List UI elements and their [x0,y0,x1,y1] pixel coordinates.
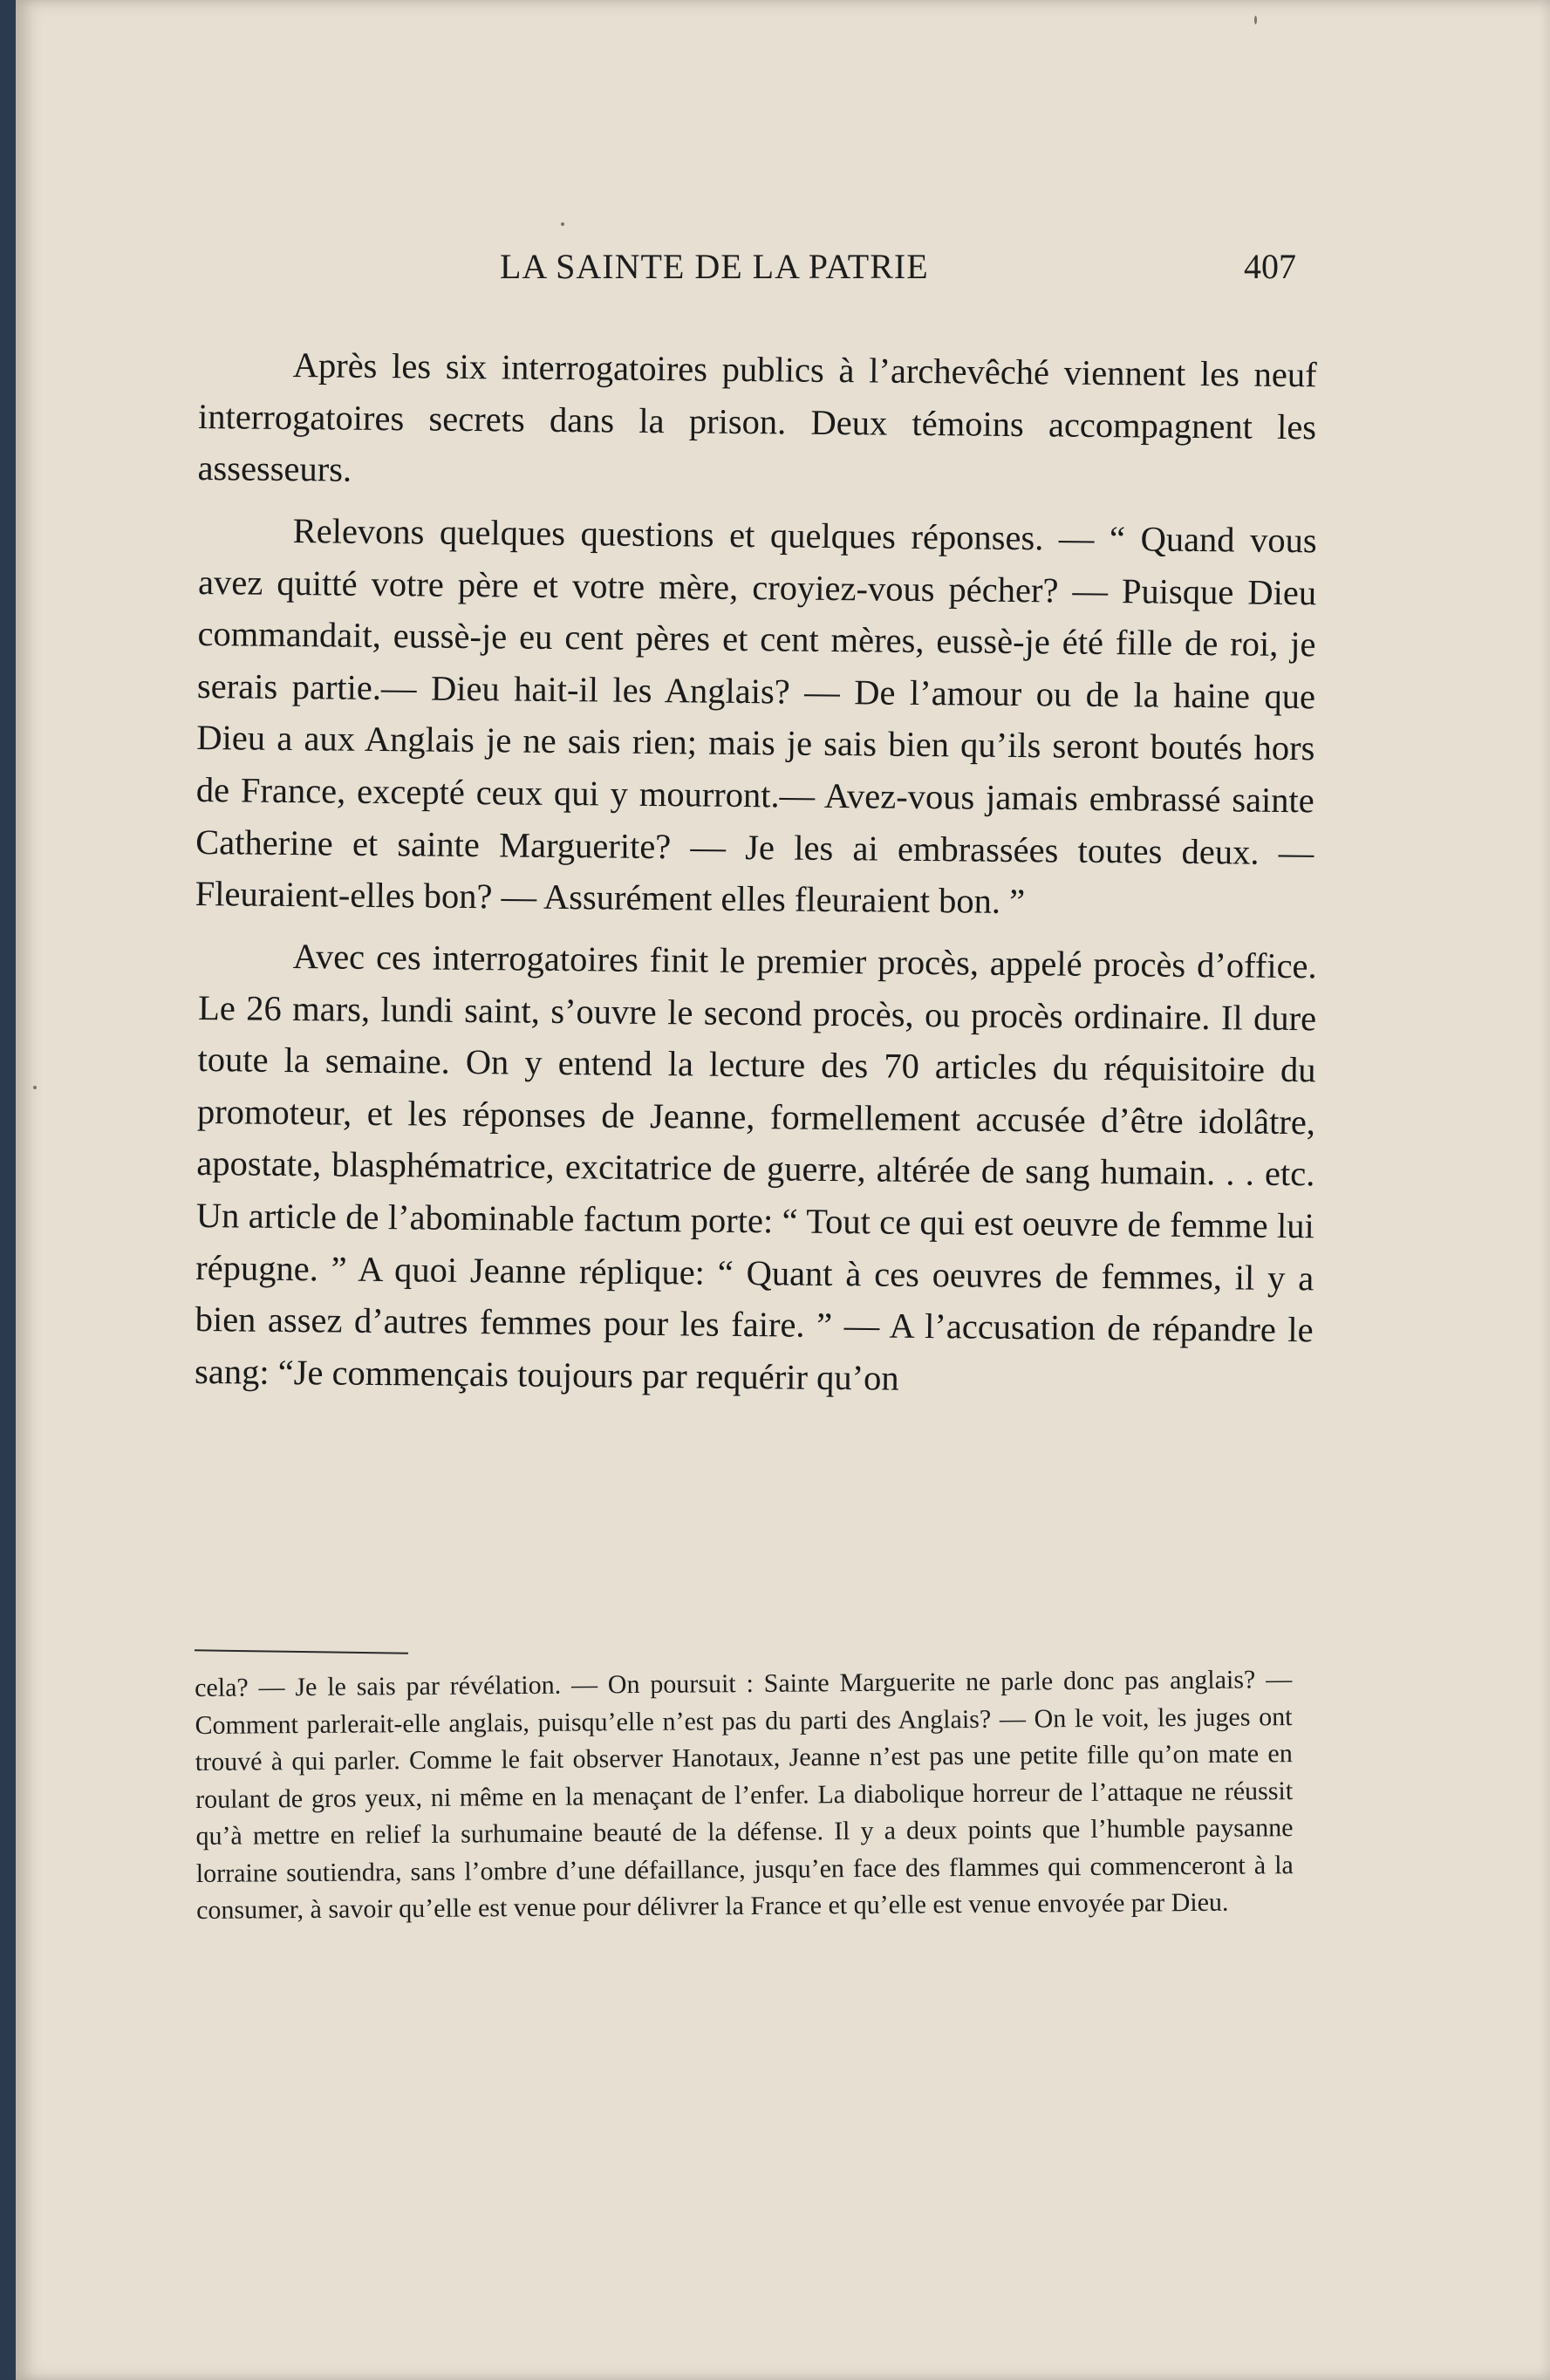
paper-speck [1254,16,1257,24]
paragraph: Relevons quelques questions et quelques réponses. — “ Quand vous avez quitté votre père et votre mère, croyiez-vous pécher? — Puisque Dieu commandait, eussè-je eu cent pères et cent mères, eussè-je été fille de roi, je serais partie.— Dieu hait-il les Anglais? — De l’amour ou de la haine que Dieu a aux Anglais je ne sais rien; mais je sais bien qu’ils seront boutés hors de France, excepté ceux qui y mourront.— Avez-vous jamais embrassé sainte Catherine et sainte Marguerite? — Je les ai embrassées toutes deux. — Fleuraient-elles bon? — Assurément elles fleuraient bon. ” [195,510,1317,922]
paragraph: Après les six interrogatoires publics à l’archevêché viennent les neuf interrogatoires secrets dans la prison. Deux témoins accompagnent les assesseurs. [197,345,1317,489]
footnote-divider [195,1649,408,1654]
paragraph: Avec ces interrogatoires finit le premier procès, appelé procès d’office. Le 26 mars, lundi saint, s’ouvre le second procès, ou procès ordinaire. Il dure toute la semaine. On y entend la lecture des 70 articles du réquisitoire du promoteur, et les réponses de Jeanne, formellement accusée d’être idolâtre, apostate, blasphématrice, excitatrice de guerre, altérée de sang humain. . . etc. Un article de l’abominable factum porte: “ Tout ce qui est oeuvre de femme lui répugne. ” A quoi Jeanne réplique: “ Quant à ces oeuvres de femmes, il y a bien assez d’autres femmes pour les faire. ” — A l’accusation de répandre le sang: “Je commençais toujours par requérir qu’on [194,936,1317,1398]
paper-speck [561,222,564,226]
running-title: LA SAINTE DE LA PATRIE [500,247,929,286]
footnote [195,1661,1294,1929]
footnote-text: cela? — Je le sais par révélation. — On poursuit : Sainte Marguerite ne parle donc pas anglais? — Comment parlerait-elle anglais, puisqu’elle n’est pas du parti des Anglais? — On le voit, les juges ont trouvé à qui parler. Comme le fait observer Hanotaux, Jeanne n’est pas une petite fille qu’on mate en roulant de gros yeux, ni même en la menaçant de l’enfer. La diabolique horreur de l’attaque ne réussit qu’à mettre en relief la surhumaine beauté de la défense. Il y a deux points que l’humble paysanne lorraine soutiendra, sans l’ombre d’une défaillance, jusqu’en face des flammes qui commenceront à la consumer, à savoir qu’elle est venue pour délivrer la France et qu’elle est venue envoyée par Dieu. [195,1665,1294,1925]
page-number: 407 [1244,247,1296,286]
main-text [194,338,1317,1398]
book-page [16,0,1550,2380]
paper-speck [33,1086,37,1089]
